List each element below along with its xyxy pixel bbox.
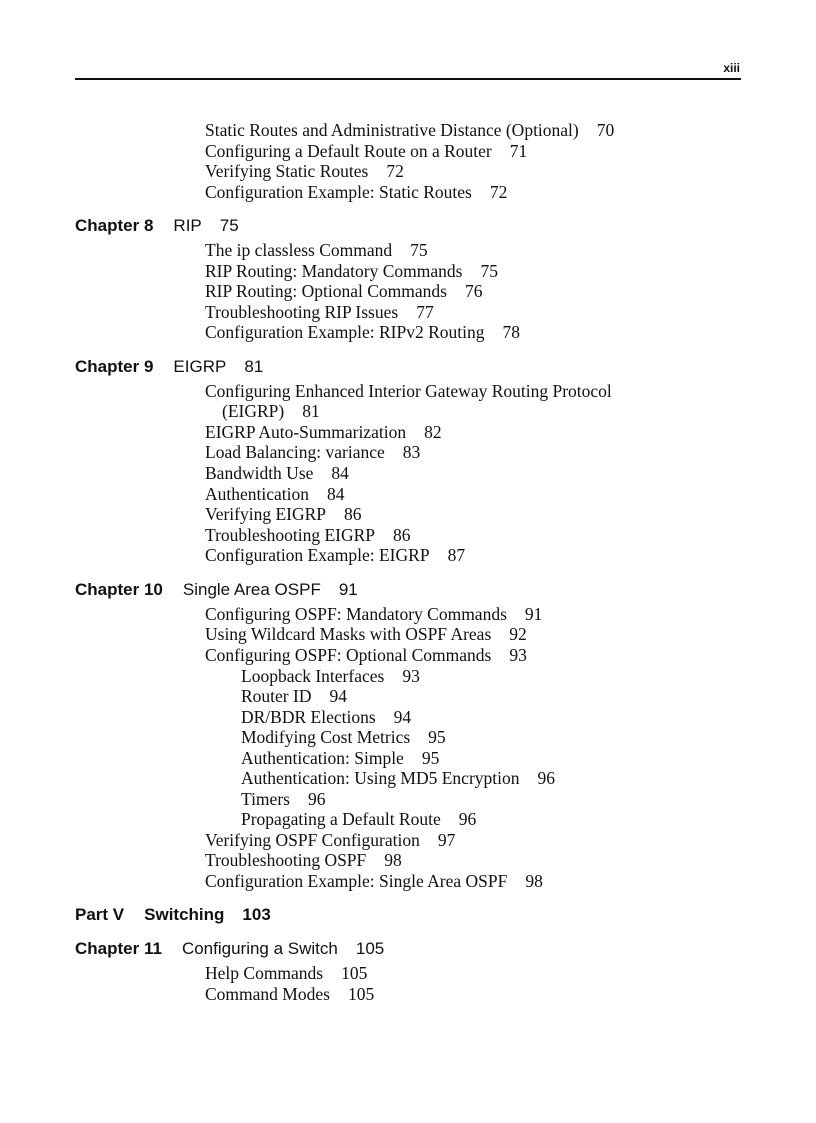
chapter-title: Configuring a Switch xyxy=(181,939,338,958)
toc-entry-title: Configuration Example: RIPv2 Routing xyxy=(205,322,485,342)
toc-entry-title: Help Commands xyxy=(205,963,324,983)
toc-entry[interactable] xyxy=(205,463,349,483)
toc-entry-title: Verifying EIGRP xyxy=(205,504,327,524)
toc-entry-title: Timers xyxy=(241,789,290,809)
part-page: 103 xyxy=(242,905,271,924)
toc-entry-page: 72 xyxy=(386,161,404,181)
toc-entry-title: The ip classless Command xyxy=(205,240,393,260)
toc-entry-title: Command Modes xyxy=(205,984,330,1004)
toc-subentry[interactable] xyxy=(241,666,420,686)
toc-entry-page: 95 xyxy=(421,748,440,768)
toc-subentry[interactable] xyxy=(241,727,446,747)
toc-entry-continuation[interactable] xyxy=(222,401,320,421)
toc-entry[interactable] xyxy=(205,545,465,565)
toc-entry-title: RIP Routing: Optional Commands xyxy=(205,281,447,301)
toc-entry-title: Using Wildcard Masks with OSPF Areas xyxy=(205,624,492,644)
toc-entry-page: 94 xyxy=(393,707,412,727)
toc-entry-title: Propagating a Default Route xyxy=(241,809,441,829)
toc-entry[interactable] xyxy=(205,302,434,322)
toc-entry[interactable] xyxy=(205,422,442,442)
toc-entry-title: Troubleshooting RIP Issues xyxy=(205,302,399,322)
part-label: Part V xyxy=(75,905,125,924)
toc-entry-title: Router ID xyxy=(241,686,312,706)
chapter-page: 105 xyxy=(355,939,385,958)
toc-entry-page: 105 xyxy=(341,963,368,983)
chapter-label: Chapter 9 xyxy=(75,357,154,376)
toc-entry-title: DR/BDR Elections xyxy=(241,707,376,727)
toc-entry-title: Troubleshooting OSPF xyxy=(205,850,367,870)
toc-entry-page: 71 xyxy=(509,141,528,161)
toc-subentry[interactable] xyxy=(241,686,347,706)
toc-entry-title: Configuring OSPF: Mandatory Commands xyxy=(205,604,507,624)
toc-entry-title: Configuring OSPF: Optional Commands xyxy=(205,645,492,665)
toc-entry-title: Configuration Example: Single Area OSPF xyxy=(205,871,508,891)
toc-entry-page: 93 xyxy=(509,645,527,665)
toc-entry[interactable] xyxy=(205,871,543,891)
chapter-page: 75 xyxy=(219,216,239,235)
toc-entry-title: RIP Routing: Mandatory Commands xyxy=(205,261,463,281)
toc-subentry[interactable] xyxy=(241,768,555,788)
toc-entry-page: 75 xyxy=(480,261,498,281)
toc-entry-title: Authentication: Simple xyxy=(241,748,404,768)
toc-entry[interactable] xyxy=(205,322,520,342)
toc-entry[interactable] xyxy=(205,442,420,462)
toc-subentry[interactable] xyxy=(241,789,325,809)
toc-entry[interactable] xyxy=(205,141,527,161)
toc-entry[interactable] xyxy=(205,261,498,281)
chapter-heading-10[interactable] xyxy=(75,580,358,600)
toc-entry[interactable] xyxy=(205,161,404,181)
chapter-title: EIGRP xyxy=(173,357,227,376)
toc-entry-title: Configuring Enhanced Interior Gateway Routing Protocol xyxy=(205,381,612,401)
toc-entry[interactable] xyxy=(205,120,614,140)
toc-entry-page: 93 xyxy=(402,666,420,686)
chapter-page: 91 xyxy=(338,580,358,599)
toc-entry-page: 92 xyxy=(509,624,527,644)
toc-entry-page: 77 xyxy=(416,302,434,322)
toc-entry-page: 86 xyxy=(393,525,411,545)
toc-entry[interactable] xyxy=(205,182,507,202)
part-heading-5[interactable] xyxy=(75,905,271,925)
chapter-label: Chapter 11 xyxy=(75,939,162,958)
chapter-title: RIP xyxy=(173,216,202,235)
toc-entry-title: Static Routes and Administrative Distance (Optional) xyxy=(205,120,579,140)
chapter-label: Chapter 8 xyxy=(75,216,154,235)
toc-entry[interactable] xyxy=(205,645,527,665)
toc-entry[interactable] xyxy=(205,504,362,524)
toc-entry-page: 87 xyxy=(447,545,466,565)
toc-entry-page: 98 xyxy=(384,850,402,870)
toc-entry[interactable] xyxy=(205,624,527,644)
toc-entry-page: 95 xyxy=(428,727,446,747)
toc-entry-page: 70 xyxy=(596,120,615,140)
toc-entry-title: Authentication xyxy=(205,484,310,504)
toc-entry-page: 96 xyxy=(458,809,477,829)
toc-subentry[interactable] xyxy=(241,707,411,727)
toc-entry-title: Loopback Interfaces xyxy=(241,666,385,686)
toc-entry-page: 98 xyxy=(525,871,543,891)
toc-entry[interactable] xyxy=(205,484,345,504)
toc-entry[interactable] xyxy=(205,525,411,545)
toc-entry-title: Configuration Example: EIGRP xyxy=(205,545,430,565)
toc-entry-title: Authentication: Using MD5 Encryption xyxy=(241,768,520,788)
toc-entry[interactable] xyxy=(205,963,367,983)
toc-entry[interactable] xyxy=(205,850,402,870)
toc-entry[interactable] xyxy=(205,240,428,260)
toc-entry-page: 91 xyxy=(524,604,543,624)
toc-entry-title: Verifying OSPF Configuration xyxy=(205,830,420,850)
toc-entry[interactable] xyxy=(205,984,374,1004)
toc-entry-title: Verifying Static Routes xyxy=(205,161,369,181)
toc-entry-page: 81 xyxy=(302,401,320,421)
toc-entry-page: 86 xyxy=(344,504,362,524)
chapter-label: Chapter 10 xyxy=(75,580,163,599)
part-title: Switching xyxy=(144,905,225,924)
chapter-heading-11[interactable] xyxy=(75,939,384,959)
toc-entry-page: 105 xyxy=(347,984,375,1004)
toc-entry-page: 75 xyxy=(410,240,428,260)
toc-entry-title: Configuring a Default Route on a Router xyxy=(205,141,492,161)
toc-entry-title: Modifying Cost Metrics xyxy=(241,727,411,747)
toc-subentry[interactable] xyxy=(241,809,476,829)
toc-entry[interactable] xyxy=(205,381,612,401)
chapter-page: 81 xyxy=(244,357,264,376)
toc-entry-title: (EIGRP) xyxy=(222,401,285,421)
toc-entry-title: EIGRP Auto-Summarization xyxy=(205,422,407,442)
toc-entry-page: 84 xyxy=(331,463,349,483)
toc-entry-page: 96 xyxy=(537,768,556,788)
toc-entry-title: Bandwidth Use xyxy=(205,463,314,483)
toc-entry-page: 82 xyxy=(424,422,442,442)
chapter-heading-8[interactable] xyxy=(75,216,239,236)
toc-entry-page: 78 xyxy=(502,322,520,342)
toc-entry-page: 94 xyxy=(329,686,347,706)
page-number: xiii xyxy=(723,61,740,75)
toc-entry-title: Load Balancing: variance xyxy=(205,442,385,462)
toc-entry-page: 84 xyxy=(327,484,345,504)
toc-entry-title: Troubleshooting EIGRP xyxy=(205,525,376,545)
toc-entry-page: 72 xyxy=(489,182,508,202)
toc-entry-page: 76 xyxy=(464,281,483,301)
toc-entry-page: 97 xyxy=(437,830,456,850)
toc-entry[interactable] xyxy=(205,830,455,850)
toc-entry-title: Configuration Example: Static Routes xyxy=(205,182,472,202)
chapter-heading-9[interactable] xyxy=(75,357,263,377)
toc-entry-page: 96 xyxy=(307,789,326,809)
toc-entry[interactable] xyxy=(205,281,482,301)
chapter-title: Single Area OSPF xyxy=(182,580,321,599)
toc-subentry[interactable] xyxy=(241,748,439,768)
toc-entry-page: 83 xyxy=(402,442,421,462)
toc-entry[interactable] xyxy=(205,604,542,624)
